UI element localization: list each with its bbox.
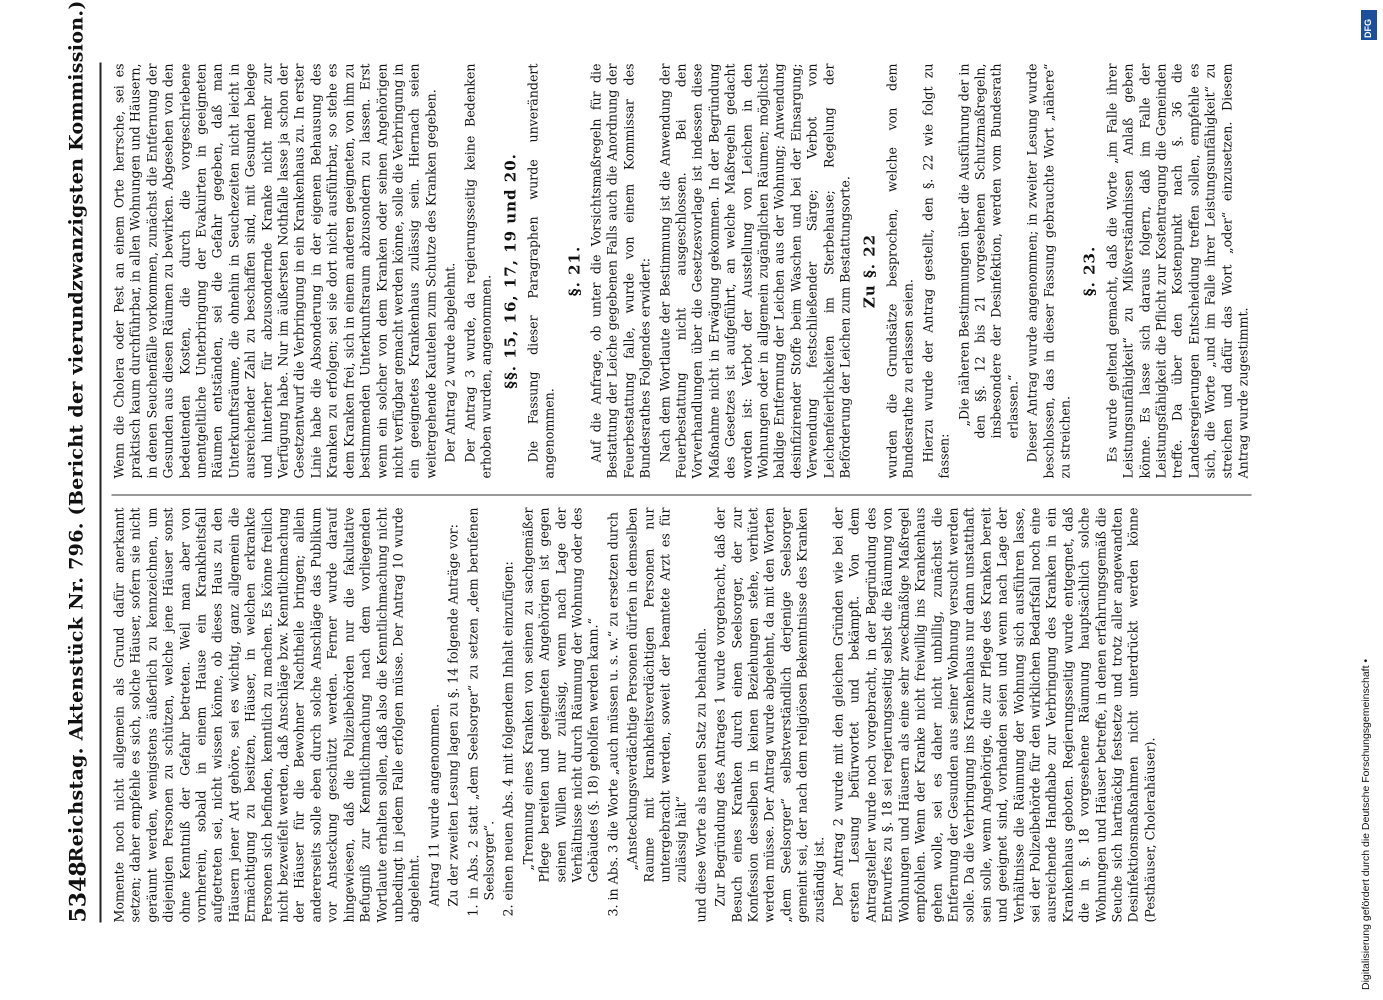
paragraph: Antrag 11 wurde angenommen.: [426, 703, 442, 907]
dfg-logo-text: DFG: [1363, 19, 1373, 38]
section-heading: Zu §. 22: [860, 233, 879, 309]
paragraph: Zu der zweiten Lesung lagen zu §. 14 folgende Anträge vor:: [445, 524, 461, 907]
document-page: [0, 1, 1383, 1000]
dfg-logo: [1361, 10, 1377, 40]
paragraph: Der Antrag 2 wurde abgelehnt.: [442, 262, 458, 463]
paragraph: Momente noch nicht allgemein als Grund dafür anerkannt setzen; daher empfehle es sich, solche Häuser, sofern sie nicht geräumt werden, wenigstens äußerlich zu kennzeichnen, um diejenigen Personen zu schützen, welche jene Häuser sonst ohne Kenntniß der Gefahr betreten. Weil man aber von vornherein, sobald in einem Hause ein Krankheitsfall aufgetreten sei, nicht wissen könne, ob dieses Haus zu den Häusern jener Art gehöre, sei es wichtig, ganz allgemein die Ermächtigung zu besitzen, Häuser, in welchen erkrankte Personen sich befinden, kenntlich zu machen. Es könne freilich nicht bezweifelt werden, daß Anschläge bzw. Kenntlichmachung der Häuser für die Bewohner Nachtheile bringen; allein andererseits solle eben durch solche Anschläge das Publikum vor Ansteckung geschützt werden. Ferner wurde darauf hingewiesen, daß die Polizeibehörden nur die fakultative Befugniß zur Kenntlichmachung nach dem vorliegenden Wortlaute erhalten sollen, daß also die Kenntlichmachung nicht unbedingt in jedem Falle erfolgen müsse. Der Antrag 10 wurde abgelehnt.: [111, 507, 422, 923]
digitization-credit: [1360, 10, 1378, 990]
list-item: 3. in Abs. 3 die Worte „auch müssen u. s. w.“ zu ersetzen durch: [605, 512, 621, 917]
section-heading: §. 21.: [565, 245, 584, 297]
section-heading: §§. 15, 16, 17, 19 und 20.: [501, 153, 520, 389]
column-divider: [112, 495, 1252, 496]
list-item: 2. einen neuen Abs. 4 mit folgendem Inhalt einzufügen:: [500, 561, 516, 917]
quoted-text: „Trennung eines Kranken von seinen zu sachgemäßer Pflege bereiten und geeigneten Angehörigen ist gegen seinen Willen nur zulässig, wenn nach Lage der Verhältnisse nicht durch Räumung der Wohnung oder des Gebäudes (§. 18) geholfen werden kann.“: [520, 507, 601, 883]
paragraph: Auf die Anfrage, ob unter die Vorsichtsmaßregeln für die Bestattung der Leiche gegebenen Falls auch die Anordnung der Feuerbestattung falle, wurde von einem Kommissar des Bundesrathes Folgendes erwidert:: [588, 63, 653, 479]
list-item: 1. in Abs. 2 statt „dem Seelsorger“ zu setzen „dem berufenen Seelsorger“.: [465, 507, 497, 917]
page-header: [60, 0, 102, 923]
paragraph: Zur Begründung des Antrages 1 wurde vorgebracht, daß der Besuch eines Kranken durch einen Seelsorger, der zur Konfession desselben in keinen Beziehungen stehe, verhütet werden müsse. Der Antrag wurde abgelehnt, da mit den Worten „dem Seelsorger“ selbstverständlich derjenige Seelsorger gemeint sei, der nach dem religiösen Bekenntnisse des Kranken zuständig ist.: [712, 507, 827, 923]
quoted-text: „Ansteckungsverdächtige Personen dürfen in demselben Raume mit krankheitsverdächtigen Personen nur untergebracht werden, soweit der beamtete Arzt es für zulässig hält“: [624, 507, 689, 883]
paragraph: Wenn die Cholera oder Pest an einem Orte herrsche, sei es praktisch kaum durchführbar, in allen Wohnungen und Häusern, in denen Seuchenfälle vorkommen, zunächst die Entfernung der Gesunden aus diesen Räumen zu bewirken. Abgesehen von den bedeutenden Kosten, die durch die vorgeschriebene unentgeltliche Unterbringung der Evakuirten in geeigneten Räumen entständen, sei die Gefahr gegeben, daß man Unterkunftsräume, die ohnehin in Seuchezeiten nicht leicht in ausreichender Zahl zu beschaffen sind, mit Gesunden belege und hinterher für abzusondernde Kranke nicht mehr zur Verfügung habe. Nur im äußersten Nothfalle lasse ja schon der Gesetzentwurf die Verbringung in ein Krankenhaus zu. In erster Linie habe die Absonderung in der eigenen Behausung des Kranken zu erfolgen; sei sie dort nicht ausführbar, so stehe es dem Kranken frei, sich in einem anderen geeigneten, von ihm zu bestimmenden Unterkunftsraum abzusondern zu lassen. Erst wenn ein solcher von dem Kranken oder seinen Angehörigen nicht verfügbar gemacht werden könne, solle die Verbringung in ein geeignetes Krankenhaus zulässig sein. Hiernach seien weitergehende Kautelen zum Schutze des Kranken gegeben.: [111, 63, 439, 479]
paragraph: und diese Worte als neuen Satz zu behandeln.: [693, 627, 709, 923]
paragraph: Die Fassung dieser Paragraphen wurde unverändert angenommen.: [525, 63, 557, 479]
section-heading: §. 23.: [1080, 245, 1099, 297]
paragraph: Nach dem Wortlaute der Bestimmung ist die Anwendung der Feuerbestattung nicht ausgeschlossen. Bei den Vorverhandlungen über die Gesetzesvorlage ist indessen diese Maßnahme nicht in Erwägung gekommen. In der Begründung des Gesetzes ist aufgeführt, an welche Maßregeln gedacht worden ist: Verbot der Ausstellung von Leichen in den Wohnungen oder in allgemein zugänglichen Räumen; möglichst baldige Entfernung der Leichen aus der Wohnung; Anwendung desinfizirender Stoffe beim Waschen und bei der Einsargung; Verwendung festschließender Särge; Verbot von Leichenfeierlichkeiten im Sterbehause; Regelung der Beförderung der Leichen zum Bestattungsorte.: [657, 63, 853, 479]
paragraph: Der Antrag 3 wurde, da regierungsseitig keine Bedenken erhoben wurden, angenommen.: [462, 63, 494, 479]
credit-text: Digitalisierung gefördert durch die Deutsche Forschungsgemeinschaft •: [1360, 658, 1372, 990]
right-column: [112, 64, 1262, 479]
paragraph: Dieser Antrag wurde angenommen; in zweiter Lesung wurde beschlossen, das in dieser Fassung gebrauchte Wort „nähere“ zu streichen.: [1024, 63, 1073, 479]
left-column: [112, 508, 1262, 923]
paragraph: Es wurde geltend gemacht, daß die Worte „im Falle ihrer Leistungsunfähigkeit“ zu Mißverständnissen Anlaß geben könne. Es lasse sich daraus folgern, daß im Falle der Leistungsfähigkeit die Pflicht zur Kostentragung die Gemeinden treffe. Da über den Kostenpunkt nach §. 36 die Landesregierungen Entscheidung treffen sollen, empfehle es sich, die Worte „und im Falle ihrer Leistungsunfähigkeit“ zu streichen und dafür das Wort „oder“ einzusetzen. Diesem Antrag wurde zugestimmt.: [1104, 63, 1251, 479]
running-title: Reichstag. Aktenstück Nr. 796. (Bericht der vierundzwanzigsten Kommission.): [65, 0, 88, 863]
quoted-text: „Die näheren Bestimmungen über die Ausführung der in den §§. 12 bis 21 vorgesehenen Schutzmaßregeln, insbesondere der Desinfektion, werden vom Bundesrath erlassen.“: [956, 63, 1021, 439]
paragraph: Der Antrag 2 wurde mit den gleichen Gründen wie bei der ersten Lesung befürwortet und bekämpft. Von dem Antragsteller wurde noch vorgebracht, in der Begründung des Entwurfes zu §. 18 sei regierungsseitig selbst die Räumung von Wohnungen und Häusern als eine sehr zweckmäßige Maßregel empfohlen. Wenn der Kranke nicht freiwillig ins Krankenhaus gehen wolle, sei es daher nicht unbillig, zunächst die Entfernung der Gesunden aus seiner Wohnung versucht werden solle. Da die Verbringung ins Krankenhaus nur dann unstatthaft sein solle, wenn Angehörige, die zur Pflege des Kranken bereit und geeignet sind, vorhanden seien und wenn nach Lage der Verhältnisse die Räumung der Wohnung sich ausführen lasse, sei der Polizeibehörde für den wirklichen Bedarfsfall noch eine ausreichende Handhabe zur Verbringung des Kranken in ein Krankenhaus geboten. Regierungsseitig wurde entgegnet, daß die in §. 18 vorgesehene Räumung hauptsächlich solche Wohnungen und Häuser betreffe, in denen erfahrungsgemäß die Seuche sich hartnäckig festsetze und trotz aller angewandten Desinfektionsmaßnahmen nicht unterdrückt werden könne (Pesthäuser, Cholerahäuser).: [830, 507, 1158, 923]
paragraph: wurden die Grundsätze besprochen, welche von dem Bundesrathe zu erlassen seien.: [884, 63, 916, 479]
paragraph: Hierzu wurde der Antrag gestellt, den §. 22 wie folgt zu fassen:: [920, 63, 952, 479]
page-number: 5348: [65, 861, 92, 923]
